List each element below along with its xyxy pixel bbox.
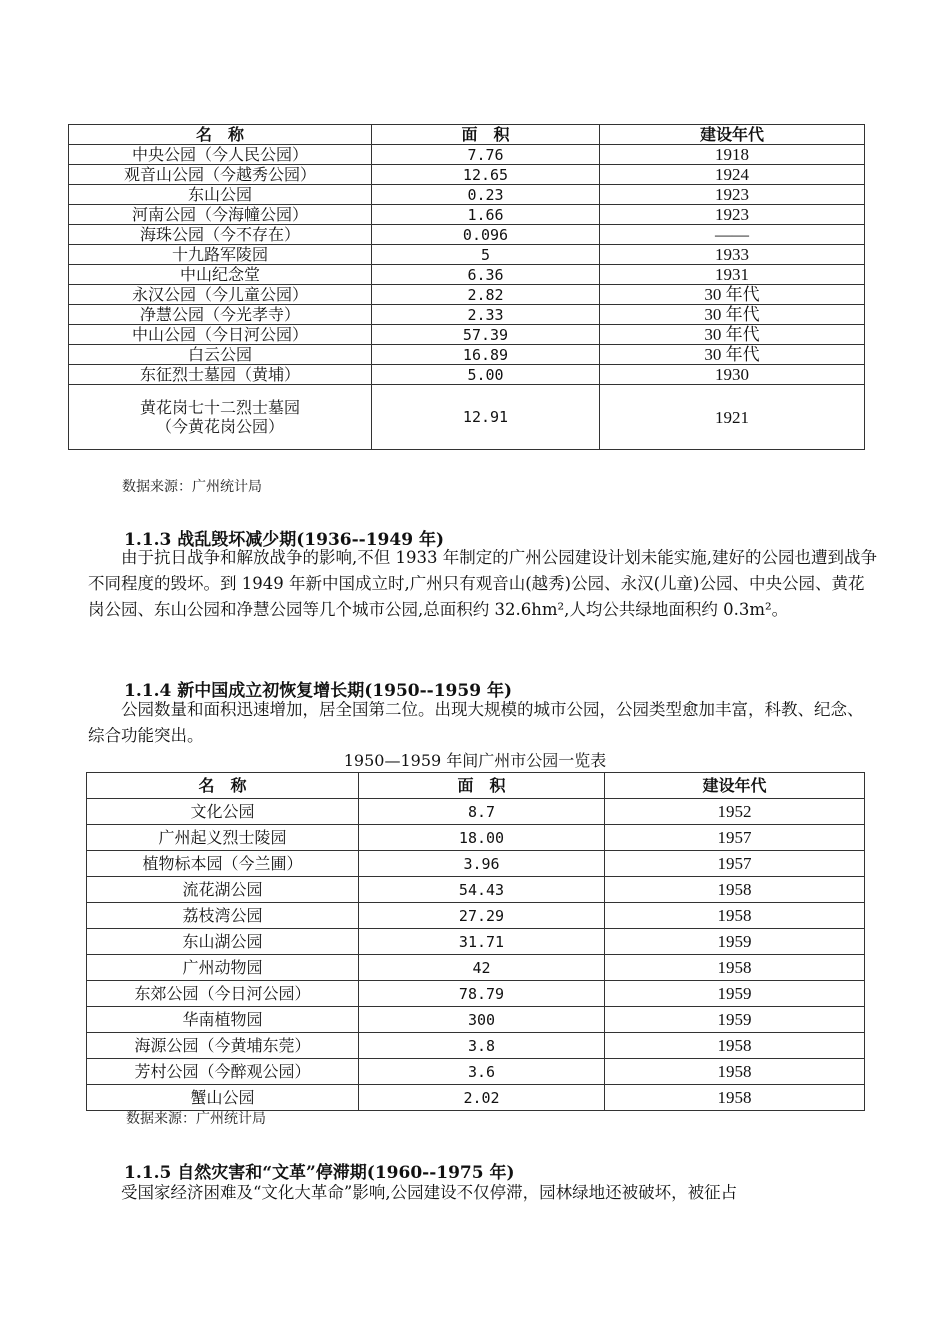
year-cell: 1918 xyxy=(600,145,865,165)
table-caption: 1950—1959 年间广州市公园一览表 xyxy=(343,751,607,770)
area-cell: 78.79 xyxy=(359,981,605,1007)
table-row xyxy=(69,225,865,245)
year-cell: 1930 xyxy=(600,365,865,385)
area-cell: 31.71 xyxy=(359,929,605,955)
table-row xyxy=(87,877,865,903)
table-row xyxy=(87,1059,865,1085)
area-cell: 5.00 xyxy=(372,365,600,385)
year-cell: 1958 xyxy=(605,903,865,929)
year-cell: 30 年代 xyxy=(600,285,865,305)
year-cell: 1959 xyxy=(605,929,865,955)
table-row xyxy=(69,365,865,385)
area-cell: 3.8 xyxy=(359,1033,605,1059)
area-cell: 27.29 xyxy=(359,903,605,929)
year-cell: 1957 xyxy=(605,851,865,877)
table-row xyxy=(69,245,865,265)
header-name: 名 称 xyxy=(87,773,359,799)
area-cell: 18.00 xyxy=(359,825,605,851)
area-cell: 3.96 xyxy=(359,851,605,877)
park-name-cell: 净慧公园（今光孝寺） xyxy=(69,305,372,325)
parks-1950-1959-table xyxy=(86,772,865,1111)
table-row xyxy=(87,799,865,825)
table-row xyxy=(87,1007,865,1033)
park-name-cell: 荔枝湾公园 xyxy=(87,903,359,929)
table-row xyxy=(87,851,865,877)
table-row xyxy=(87,981,865,1007)
area-cell: 2.33 xyxy=(372,305,600,325)
year-cell: 1957 xyxy=(605,825,865,851)
year-cell: 1923 xyxy=(600,205,865,225)
year-cell: 1923 xyxy=(600,185,865,205)
parks-before-1949-table xyxy=(68,124,865,450)
area-cell: 12.65 xyxy=(372,165,600,185)
year-cell: 30 年代 xyxy=(600,345,865,365)
table-row xyxy=(69,165,865,185)
year-cell: 1933 xyxy=(600,245,865,265)
park-name-cell: 广州起义烈士陵园 xyxy=(87,825,359,851)
park-name-cell xyxy=(69,385,372,450)
park-name-cell: 东山湖公园 xyxy=(87,929,359,955)
table-row xyxy=(69,305,865,325)
park-name-cell: 文化公园 xyxy=(87,799,359,825)
section-heading-1-1-5: 1.1.5 自然灾害和“文革”停滞期(1960--1975 年) xyxy=(124,1163,515,1183)
area-cell: 12.91 xyxy=(372,385,600,450)
section-body-1-1-4: 公园数量和面积迅速增加，居全国第二位。出现大规模的城市公园，公园类型愈加丰富，科教、纪念、综合功能突出。 xyxy=(88,700,864,745)
header-area: 面 积 xyxy=(372,125,600,145)
year-cell: —— xyxy=(600,225,865,245)
year-cell: 1959 xyxy=(605,1007,865,1033)
table-row xyxy=(69,145,865,165)
year-cell: 1931 xyxy=(600,265,865,285)
area-cell: 6.36 xyxy=(372,265,600,285)
table-row xyxy=(87,1085,865,1111)
area-cell: 7.76 xyxy=(372,145,600,165)
year-cell: 30 年代 xyxy=(600,325,865,345)
table-row xyxy=(69,345,865,365)
header-name: 名 称 xyxy=(69,125,372,145)
area-cell: 2.82 xyxy=(372,285,600,305)
section-body-1-1-3: 由于抗日战争和解放战争的影响,不但 1933 年制定的广州公园建设计划未能实施,建好的公园也遭到战争不同程度的毁坏。到 1949 年新中国成立时,广州只有观音山(越秀)公园、永汉(儿童)公园、中央公园、黄花岗公园、东山公园和净慧公园等几个城市公园,总面积约 32.6hm²,人均公共绿地面积约 0.3m²。 xyxy=(88,548,877,619)
header-year: 建设年代 xyxy=(600,125,865,145)
area-cell: 8.7 xyxy=(359,799,605,825)
park-name-cell: 白云公园 xyxy=(69,345,372,365)
table-row xyxy=(69,385,865,450)
park-name-cell: 十九路军陵园 xyxy=(69,245,372,265)
year-cell: 1952 xyxy=(605,799,865,825)
table-row xyxy=(87,929,865,955)
table-row xyxy=(87,903,865,929)
table-row xyxy=(69,205,865,225)
park-name-cell: 海源公园（今黄埔东莞） xyxy=(87,1033,359,1059)
park-name-cell: 东山公园 xyxy=(69,185,372,205)
park-name-cell: 东征烈士墓园（黄埔） xyxy=(69,365,372,385)
park-name-cell: 华南植物园 xyxy=(87,1007,359,1033)
table-row xyxy=(87,955,865,981)
area-cell: 2.02 xyxy=(359,1085,605,1111)
year-cell: 1958 xyxy=(605,1059,865,1085)
park-name-cell: 永汉公园（今儿童公园） xyxy=(69,285,372,305)
park-name-cell: 河南公园（今海幢公园） xyxy=(69,205,372,225)
area-cell: 0.23 xyxy=(372,185,600,205)
section-body-1-1-5: 受国家经济困难及“文化大革命”影响,公园建设不仅停滞，园林绿地还被破坏，被征占 xyxy=(88,1183,738,1202)
park-name-cell: 中山纪念堂 xyxy=(69,265,372,285)
table-row xyxy=(87,825,865,851)
park-name-cell: 芳村公园（今醉观公园） xyxy=(87,1059,359,1085)
table-row xyxy=(69,325,865,345)
park-name-cell: 流花湖公园 xyxy=(87,877,359,903)
area-cell: 54.43 xyxy=(359,877,605,903)
area-cell: 300 xyxy=(359,1007,605,1033)
section-heading-1-1-4: 1.1.4 新中国成立初恢复增长期(1950--1959 年) xyxy=(124,681,512,701)
year-cell: 1958 xyxy=(605,1085,865,1111)
year-cell: 1958 xyxy=(605,955,865,981)
area-cell: 42 xyxy=(359,955,605,981)
park-name-cell: 植物标本园（今兰圃） xyxy=(87,851,359,877)
data-source-note: 数据来源：广州统计局 xyxy=(122,479,262,495)
park-name-cell: 东郊公园（今日河公园） xyxy=(87,981,359,1007)
table-row xyxy=(87,1033,865,1059)
table-row xyxy=(69,265,865,285)
park-name-cell: 广州动物园 xyxy=(87,955,359,981)
year-cell: 1958 xyxy=(605,877,865,903)
area-cell: 57.39 xyxy=(372,325,600,345)
park-name-cell: 蟹山公园 xyxy=(87,1085,359,1111)
year-cell: 1924 xyxy=(600,165,865,185)
park-name-cell: 中央公园（今人民公园） xyxy=(69,145,372,165)
header-year: 建设年代 xyxy=(605,773,865,799)
area-cell: 5 xyxy=(372,245,600,265)
park-name-cell: 海珠公园（今不存在） xyxy=(69,225,372,245)
park-name-cell: 观音山公园（今越秀公园） xyxy=(69,165,372,185)
year-cell: 30 年代 xyxy=(600,305,865,325)
year-cell: 1959 xyxy=(605,981,865,1007)
header-area: 面 积 xyxy=(359,773,605,799)
park-name-cell: 中山公园（今日河公园） xyxy=(69,325,372,345)
table-header-row xyxy=(69,125,865,145)
area-cell: 1.66 xyxy=(372,205,600,225)
section-heading-1-1-3: 1.1.3 战乱毁坏减少期(1936--1949 年) xyxy=(124,530,444,550)
area-cell: 16.89 xyxy=(372,345,600,365)
park-name-line: （今黄花岗公园） xyxy=(155,417,284,436)
table-header-row xyxy=(87,773,865,799)
data-source-note: 数据来源：广州统计局 xyxy=(126,1111,266,1127)
year-cell: 1921 xyxy=(600,385,865,450)
area-cell: 3.6 xyxy=(359,1059,605,1085)
year-cell: 1958 xyxy=(605,1033,865,1059)
table-row xyxy=(69,185,865,205)
park-name-line: 黄花岗七十二烈士墓园 xyxy=(139,398,300,417)
table-row xyxy=(69,285,865,305)
area-cell: 0.096 xyxy=(372,225,600,245)
